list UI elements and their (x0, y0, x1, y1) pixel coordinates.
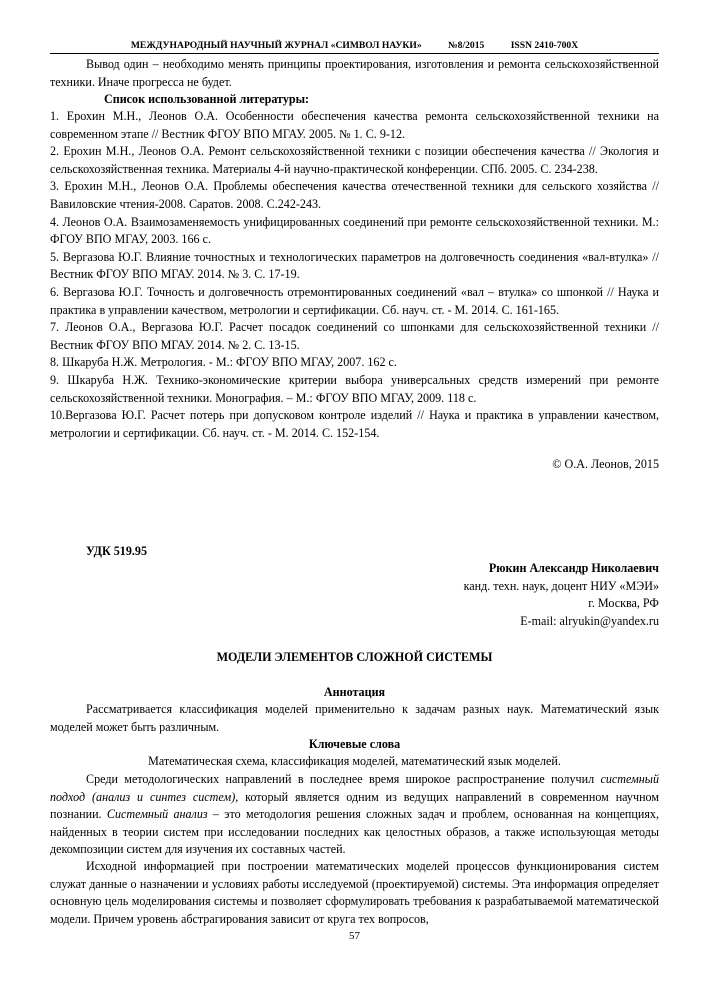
previous-article-conclusion: Вывод один – необходимо менять принципы проектирования, изготовления и ремонта сельскохозяйственной техники. Иначе прогресса не будет. (50, 57, 659, 89)
body-text: – это методология решения сложных задач и проблем, основанная на концепциях, найденных в теории систем при исследовании последних как целостных образов, а также использующая методы декомпозиции систем для изучения их составных частей. (50, 807, 659, 857)
reference-item: 8. Шкаруба Н.Ж. Метрология. - М.: ФГОУ ВПО МГАУ, 2007. 162 с. (50, 355, 397, 370)
running-header (50, 40, 659, 52)
reference-item: 4. Леонов О.А. Взаимозаменяемость унифицированных соединений при ремонте сельскохозяйственной техники. М.: ФГОУ ВПО МГАУ, 2003. 166 с. (50, 214, 659, 247)
reference-item: 5. Вергазова Ю.Г. Влияние точностных и технологических параметров на долговечность соединения «вал-втулка» // Вестник ФГОУ ВПО МГАУ. 2014. № 3. С. 17-19. (50, 249, 659, 282)
author-city: г. Москва, РФ (588, 596, 659, 611)
references-list (50, 108, 659, 442)
reference-item: 9. Шкаруба Н.Ж. Технико-экономические критерии выбора универсальных средств измерений при ремонте сельскохозяйственной техники. Монография. – М.: ФГОУ ВПО МГАУ, 2009. 118 с. (50, 372, 659, 405)
reference-item: 6. Вергазова Ю.Г. Точность и долговечность отремонтированных соединений «вал – втулка» со шпонкой // Наука и практика в управлении качеством, метрологии и сертификации. Сб. науч. ст. - М. 2014. С. 161-165. (50, 284, 659, 317)
body-paragraph-1 (50, 771, 659, 859)
issue-number: №8/2015 (448, 40, 485, 51)
author-block (50, 560, 659, 630)
page-number: 57 (349, 930, 360, 942)
reference-item: 2. Ерохин М.Н., Леонов О.А. Ремонт сельскохозяйственной техники с позиции обеспечения качества // Экология и сельскохозяйственная техника. Материалы 4-й научно-практической конференции. СПб. 2005. С. 234-238. (50, 144, 659, 176)
reference-item: 7. Леонов О.А., Вергазова Ю.Г. Расчет посадок соединений со шпонками для сельскохозяйственной техники // Вестник ФГОУ ВПО МГАУ. 2014. № 2. С. 13-15. (50, 320, 659, 352)
article-title: МОДЕЛИ ЭЛЕМЕНТОВ СЛОЖНОЙ СИСТЕМЫ (216, 650, 493, 664)
keywords-heading: Ключевые слова (308, 737, 401, 751)
reference-item: 10.Вергазова Ю.Г. Расчет потерь при допусковом контроле изделий // Наука и практика в управлении качеством, метрологии и сертификации. Сб. науч. ст. - М. 2014. С. 152-154. (50, 408, 659, 440)
issn: ISSN 2410-700X (510, 40, 579, 51)
copyright-line: © О.А. Леонов, 2015 (552, 457, 659, 471)
keywords-text: Математическая схема, классификация моделей, математический язык моделей. (148, 754, 561, 768)
body-text: Среди методологических направлений в последнее время широкое распространение получил (86, 772, 601, 786)
references-title: Список использованной литературы: (104, 92, 310, 106)
body-emphasis: системный подход (анализ и синтез систем) (50, 772, 659, 804)
body-emphasis: Системный анализ (106, 807, 208, 822)
journal-name: МЕЖДУНАРОДНЫЙ НАУЧНЫЙ ЖУРНАЛ «СИМВОЛ НАУКИ» (130, 40, 422, 51)
body-text: , который является одним из ведущих направлений в современном научном познании. (50, 789, 660, 822)
abstract-text: Рассматривается классификация моделей применительно к задачам разных наук. Математический язык моделей может быть различным. (50, 702, 659, 734)
author-position: канд. техн. наук, доцент НИУ «МЭИ» (463, 578, 659, 593)
author-email: E-mail: alryukin@yandex.ru (520, 613, 659, 628)
udc-code: УДК 519.95 (86, 544, 148, 558)
body-paragraph-2: Исходной информацией при построении математических моделей процессов функционирования систем служат данные о назначении и условиях работы исследуемой (проектируемой) системы. Эта информация определяет основную цель моделирования системы и позволяет сформулировать требования к разрабатываемой математической модели. Причем уровень абстрагирования зависит от круга тех вопросов, (50, 859, 659, 926)
reference-item: 1. Ерохин М.Н., Леонов О.А. Особенности обеспечения качества ремонта сельскохозяйственной техники на современном этапе // Вестник ФГОУ ВПО МГАУ. 2005. № 1. С. 9-12. (50, 109, 659, 141)
abstract-heading: Аннотация (323, 685, 386, 699)
author-name: Рюкин Александр Николаевич (488, 561, 659, 575)
header-rule (50, 53, 659, 54)
reference-item: 3. Ерохин М.Н., Леонов О.А. Проблемы обеспечения качества отечественной техники для сельского хозяйства // Вавиловские чтения-2008. Саратов. 2008. С.242-243. (50, 179, 659, 211)
